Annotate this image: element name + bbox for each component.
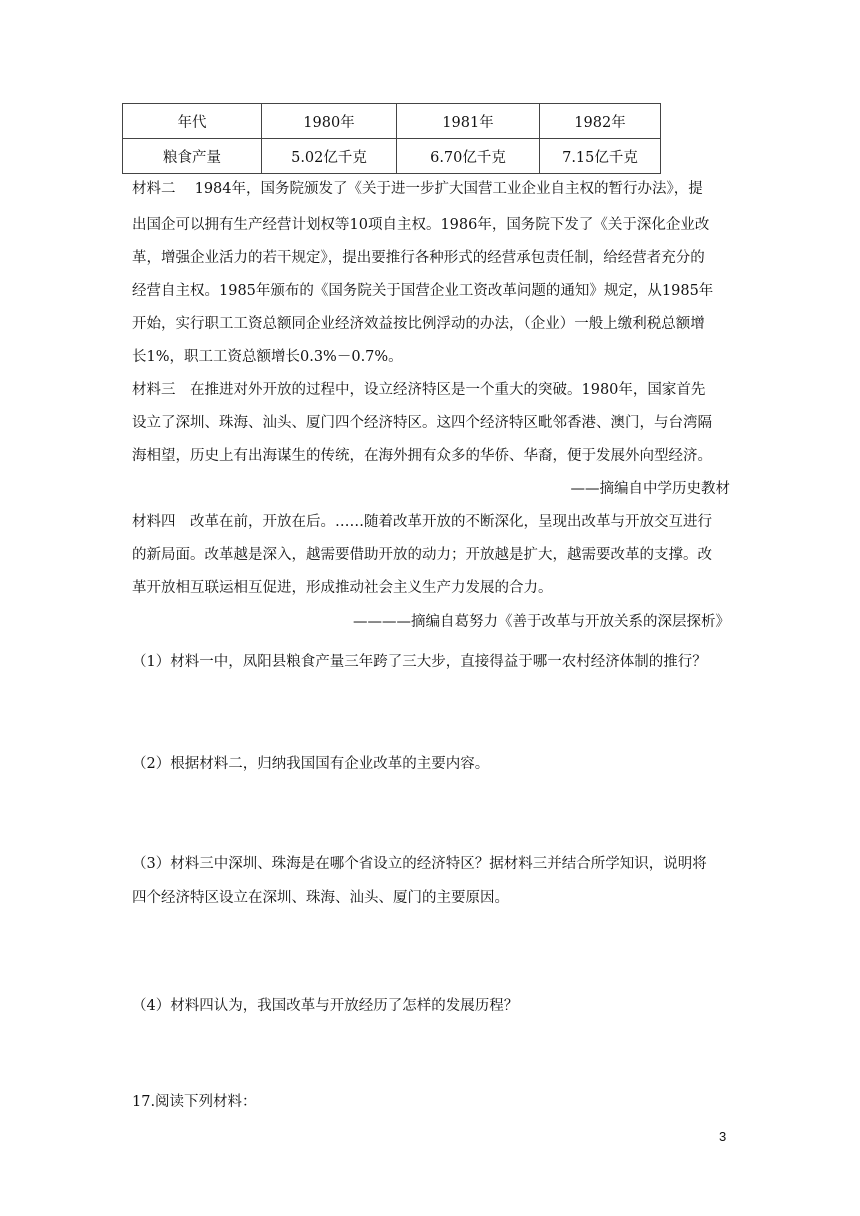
table-cell: 6.70亿千克 bbox=[397, 139, 540, 174]
table-header-cell: 1981年 bbox=[397, 104, 540, 139]
table-header-cell: 年代 bbox=[123, 104, 262, 139]
question-4: （4）材料四认为，我国改革与开放经历了怎样的发展历程？ bbox=[132, 998, 519, 1014]
table-header-row bbox=[123, 104, 661, 139]
next-question-heading: 17.阅读下列材料： bbox=[132, 1094, 257, 1110]
material-3-line: 材料三 在推进对外开放的过程中，设立经济特区是一个重大的突破。1980年，国家首先 bbox=[132, 382, 706, 398]
table-row bbox=[123, 139, 661, 174]
material-2-line: 开始，实行职工工资总额同企业经济效益按比例浮动的办法，（企业）一般上缴利税总额增 bbox=[132, 316, 705, 332]
table-cell: 粮食产量 bbox=[123, 139, 262, 174]
material-2-line: 长1%，职工工资总额增长0.3%－0.7%。 bbox=[132, 349, 403, 365]
material-2-line: 经营自主权。1985年颁布的《国务院关于国营企业工资改革问题的通知》规定，从1985年 bbox=[132, 283, 714, 299]
question-3-continued: 四个经济特区设立在深圳、珠海、汕头、厦门的主要原因。 bbox=[132, 890, 509, 906]
material-3-source: ——摘编自中学历史教材 bbox=[570, 481, 730, 497]
question-2: （2）根据材料二，归纳我国国有企业改革的主要内容。 bbox=[132, 756, 490, 772]
page-number: 3 bbox=[719, 1129, 727, 1144]
table-cell: 5.02亿千克 bbox=[262, 139, 397, 174]
question-1: （1）材料一中，凤阳县粮食产量三年跨了三大步，直接得益于哪一农村经济体制的推行？ bbox=[132, 654, 707, 670]
material-4-line: 革开放相互联运相互促进，形成推动社会主义生产力发展的合力。 bbox=[132, 580, 553, 596]
grain-output-table bbox=[122, 103, 661, 174]
material-3-line: 设立了深圳、珠海、汕头、厦门四个经济特区。这四个经济特区毗邻香港、澳门，与台湾隔 bbox=[132, 415, 712, 431]
material-4-source: ————摘编自葛努力《善于改革与开放关系的深层探析》 bbox=[353, 614, 730, 630]
table-header-cell: 1982年 bbox=[540, 104, 661, 139]
table-header-cell: 1980年 bbox=[262, 104, 397, 139]
table-cell: 7.15亿千克 bbox=[540, 139, 661, 174]
material-4-line: 的新局面。改革越是深入，越需要借助开放的动力；开放越是扩大，越需要改革的支撑。改 bbox=[132, 547, 712, 563]
material-2-line: 革，增强企业活力的若干规定》，提出要推行各种形式的经营承包责任制，给经营者充分的 bbox=[132, 250, 705, 266]
material-4-line: 材料四 改革在前，开放在后。……随着改革开放的不断深化，呈现出改革与开放交互进行 bbox=[132, 514, 712, 530]
material-3-line: 海相望，历史上有出海谋生的传统，在海外拥有众多的华侨、华裔，便于发展外向型经济。 bbox=[132, 448, 712, 464]
question-3: （3）材料三中深圳、珠海是在哪个省设立的经济特区？据材料三并结合所学知识，说明将 bbox=[132, 856, 707, 872]
material-2-line: 出国企可以拥有生产经营计划权等10项自主权。1986年，国务院下发了《关于深化企业改 bbox=[132, 217, 710, 233]
material-2-line: 材料二 1984年，国务院颁发了《关于进一步扩大国营工业企业自主权的暂行办法》，提 bbox=[132, 181, 703, 197]
